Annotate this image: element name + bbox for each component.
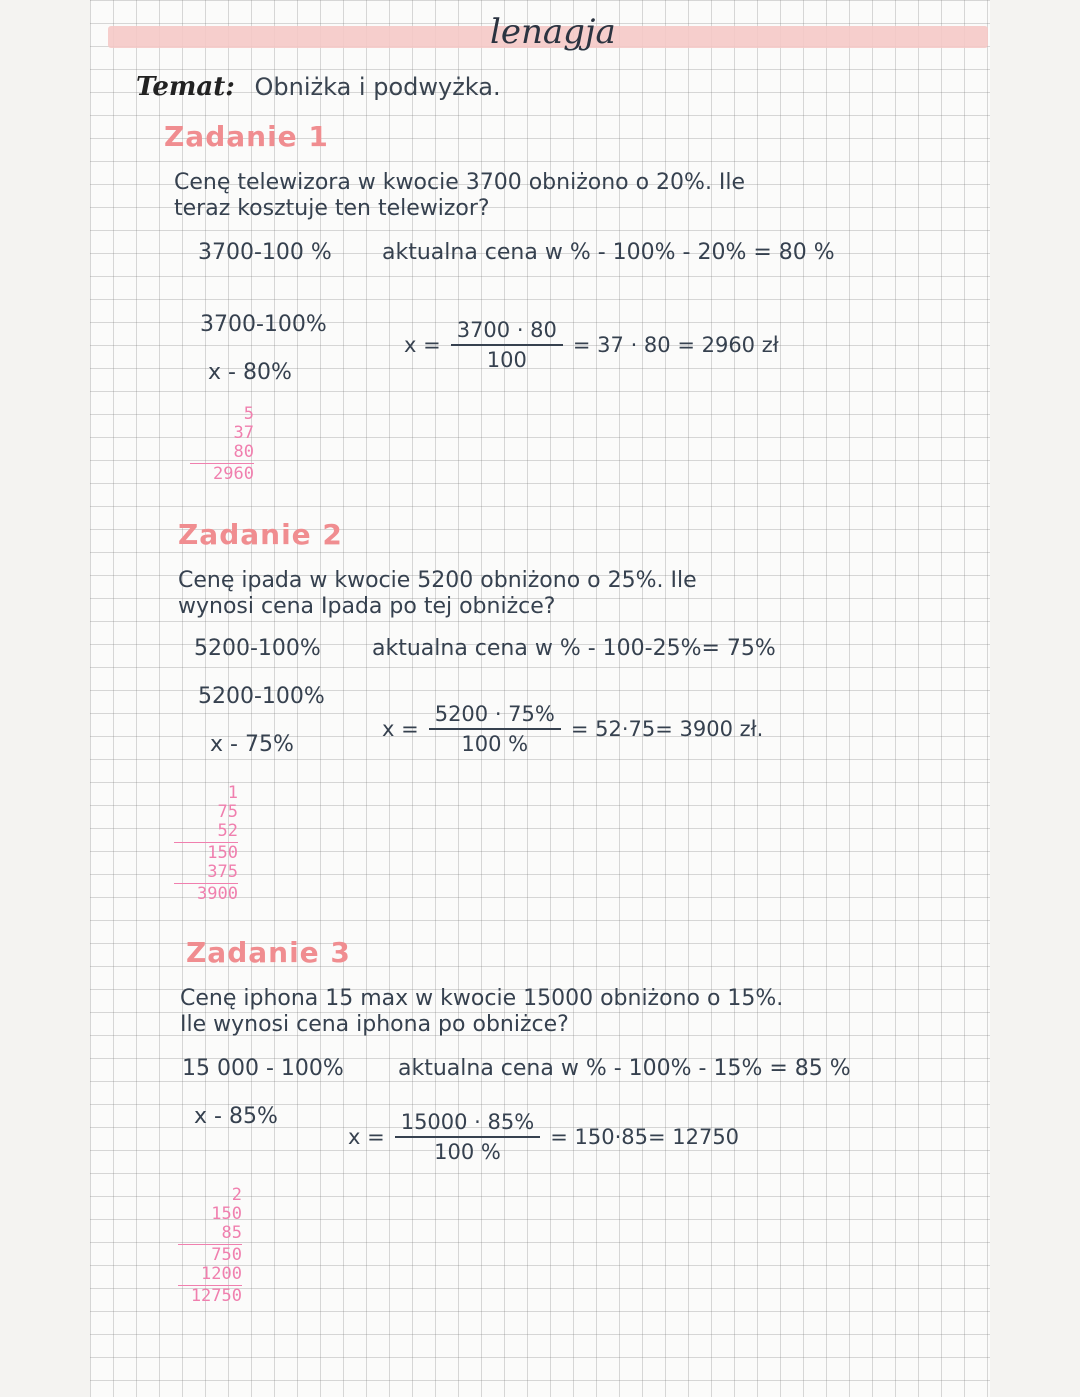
task-3-equation bbox=[348, 1110, 739, 1164]
task-3-heading: Zadanie 3 bbox=[186, 936, 351, 969]
calc-digit: 3900 bbox=[197, 884, 238, 904]
calc-digit: 750 bbox=[211, 1245, 242, 1265]
task-2-problem-line-2: wynosi cena Ipada po tej obniżce? bbox=[178, 594, 556, 619]
task-3-x-label: x = bbox=[348, 1125, 385, 1149]
task-3-fraction-denominator: 100 % bbox=[434, 1140, 501, 1164]
calc-digit: 80 bbox=[233, 442, 254, 462]
task-2-fraction-denominator: 100 % bbox=[461, 732, 529, 756]
topic-text: Obniżka i podwyżka. bbox=[254, 73, 501, 101]
calc-digit: 1 bbox=[227, 783, 238, 803]
page-title: lenagja bbox=[490, 12, 616, 52]
calc-digit: 1200 bbox=[201, 1264, 242, 1284]
task-2-fraction-numerator: 5200 · 75% bbox=[429, 702, 561, 730]
task-2-fraction bbox=[429, 702, 561, 756]
task-3-current-percent: aktualna cena w % - 100% - 15% = 85 % bbox=[398, 1056, 851, 1081]
task-2-result: = 52·75= 3900 zł. bbox=[570, 717, 764, 741]
task-2-problem bbox=[178, 568, 697, 620]
task-2-side-calculation bbox=[174, 784, 238, 904]
task-1-fraction-numerator: 3700 · 80 bbox=[451, 318, 563, 346]
task-1-equation bbox=[404, 318, 779, 372]
calc-digit: 150 bbox=[207, 843, 238, 863]
task-1-problem-line-1: Cenę telewizora w kwocie 3700 obniżono o 20%. Ile bbox=[174, 170, 746, 195]
task-1-problem-line-2: teraz kosztuje ten telewizor? bbox=[174, 196, 490, 221]
topic-label: Temat: bbox=[136, 72, 235, 102]
topic-row bbox=[136, 72, 501, 102]
task-3-base: 15 000 - 100% bbox=[182, 1056, 344, 1081]
task-3-proportion-line-1: x - 85% bbox=[194, 1104, 278, 1129]
calc-digit: 75 bbox=[217, 802, 238, 822]
task-2-heading: Zadanie 2 bbox=[178, 518, 343, 551]
calc-digit: 52 bbox=[217, 821, 238, 841]
task-1-fraction-denominator: 100 bbox=[486, 348, 527, 372]
task-2-problem-line-1: Cenę ipada w kwocie 5200 obniżono o 25%. Ile bbox=[178, 568, 697, 593]
task-1-side-calculation bbox=[190, 405, 254, 484]
calc-digit: 150 bbox=[211, 1204, 242, 1224]
calc-digit: 2 bbox=[231, 1185, 242, 1205]
task-1-fraction bbox=[451, 318, 563, 372]
calc-digit: 37 bbox=[233, 423, 254, 443]
task-2-current-percent: aktualna cena w % - 100-25%= 75% bbox=[372, 636, 776, 661]
notebook-page bbox=[90, 0, 990, 1397]
task-1-proportion-line-1: 3700-100% bbox=[200, 312, 327, 337]
task-2-proportion-line-2: x - 75% bbox=[210, 732, 294, 757]
task-1-problem bbox=[174, 170, 745, 222]
task-1-heading: Zadanie 1 bbox=[164, 120, 329, 153]
calc-digit: 375 bbox=[207, 862, 238, 882]
task-3-fraction-numerator: 15000 · 85% bbox=[395, 1110, 541, 1138]
calc-digit: 12750 bbox=[190, 1286, 242, 1306]
task-1-x-label: x = bbox=[404, 333, 441, 357]
task-2-base: 5200-100% bbox=[194, 636, 321, 661]
task-1-base: 3700-100 % bbox=[198, 240, 332, 265]
calc-digit: 5 bbox=[243, 404, 254, 424]
task-3-side-calculation bbox=[178, 1186, 242, 1306]
task-1-proportion-line-2: x - 80% bbox=[208, 360, 292, 385]
task-3-problem-line-1: Cenę iphona 15 max w kwocie 15000 obniżono o 15%. bbox=[180, 986, 784, 1011]
task-1-result: = 37 · 80 = 2960 zł bbox=[572, 333, 779, 357]
task-1-current-percent: aktualna cena w % - 100% - 20% = 80 % bbox=[382, 240, 835, 265]
task-2-x-label: x = bbox=[382, 717, 419, 741]
task-3-fraction bbox=[395, 1110, 541, 1164]
task-3-result: = 150·85= 12750 bbox=[550, 1125, 740, 1149]
task-3-problem-line-2: Ile wynosi cena iphona po obniżce? bbox=[180, 1012, 569, 1037]
calc-digit: 2960 bbox=[213, 464, 254, 484]
task-2-equation bbox=[382, 702, 763, 756]
task-3-problem bbox=[180, 986, 783, 1038]
calc-digit: 85 bbox=[221, 1223, 242, 1243]
task-2-proportion-line-1: 5200-100% bbox=[198, 684, 325, 709]
